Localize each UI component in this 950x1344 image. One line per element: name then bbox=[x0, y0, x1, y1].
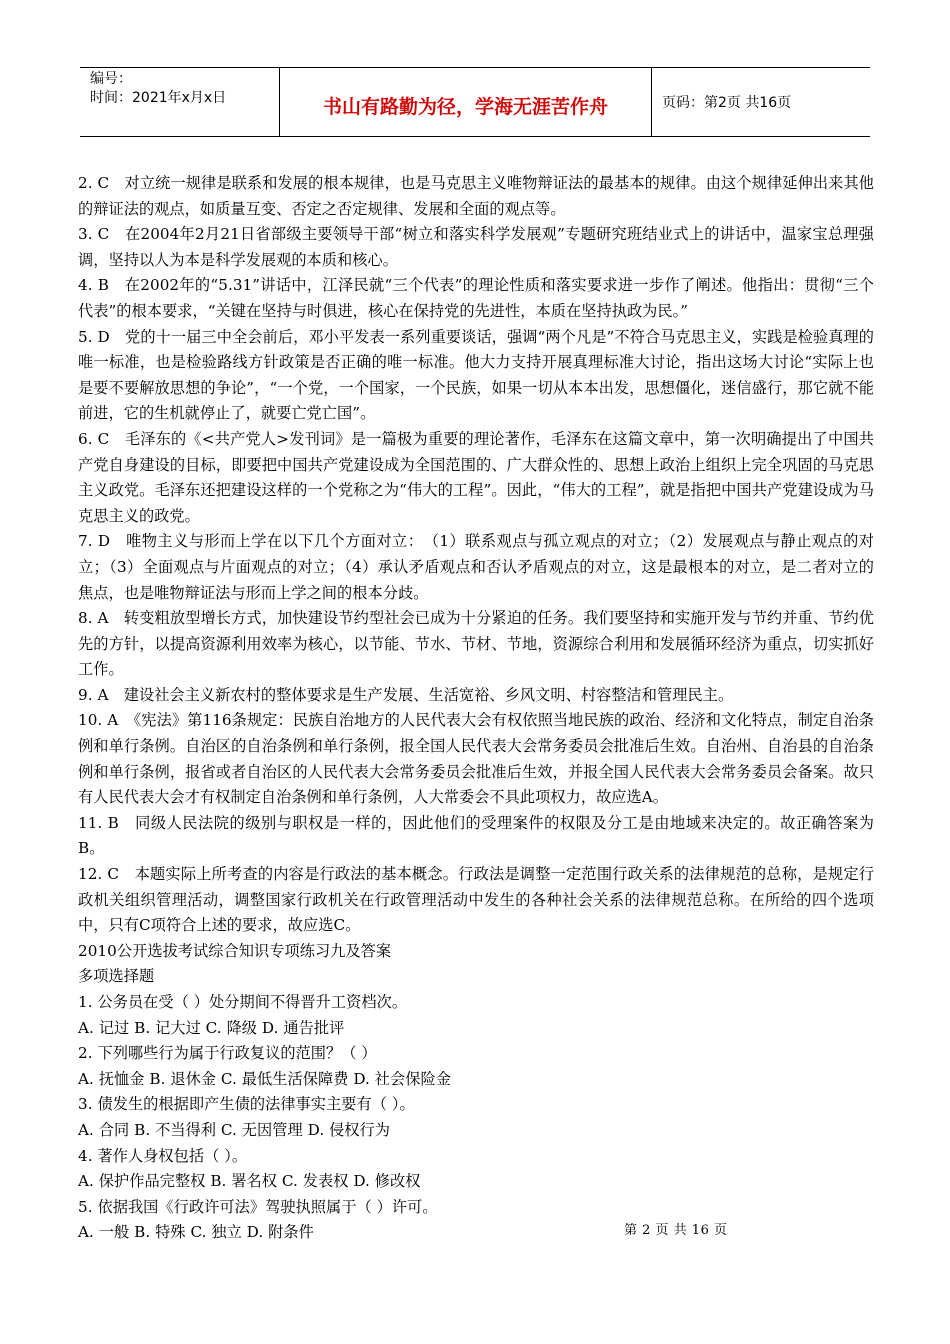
options: A. 保护作品完整权 B. 署名权 C. 发表权 D. 修改权 bbox=[78, 1172, 421, 1191]
options: A. 抚恤金 B. 退休金 C. 最低生活保障费 D. 社会保险金 bbox=[78, 1069, 451, 1088]
options: A. 合同 B. 不当得利 C. 无因管理 D. 侵权行为 bbox=[78, 1120, 391, 1139]
paragraph: 2. C 对立统一规律是联系和发展的根本规律，也是马克思主义唯物辩证法的最基本的规律。由这个规律延伸出来其他的辩证法的观点，如质量互变、否定之否定规律、发展和全面的观点等。 bbox=[78, 174, 874, 218]
page-footer: 第 2 页 共 16 页 bbox=[624, 1223, 728, 1238]
paragraph: 4. B 在2002年的“5.31”讲话中，江泽民就“三个代表”的理论性质和落实要求进一步作了阐述。他指出：贯彻“三个代表”的根本要求，“关键在坚持与时俱进，核心在保持党的先进性，本质在坚持执政为民。” bbox=[78, 276, 874, 320]
question: 3. 债发生的根据即产生债的法律事实主要有（ ）。 bbox=[78, 1095, 415, 1114]
header-left-cell bbox=[80, 68, 280, 136]
paragraph: 12. C 本题实际上所考查的内容是行政法的基本概念。行政法是调整一定范围行政关系的法律规范的总称，是规定行政机关组织管理活动，调整国家行政机关在行政管理活动中发生的各种社会关系的法律规范总称。在所给的四个选项中，只有C项符合上述的要求，故应选C。 bbox=[78, 865, 874, 935]
paragraph: 3. C 在2004年2月21日省部级主要领导干部“树立和落实科学发展观”专题研究班结业式上的讲话中，温家宝总理强调，坚持以人为本是科学发展观的本质和核心。 bbox=[78, 225, 874, 269]
document-number: 编号： bbox=[90, 71, 132, 87]
header-page-info: 页码：第2页 共16页 bbox=[662, 95, 792, 111]
document-time: 时间：2021年x月x日 bbox=[90, 90, 227, 106]
paragraph: 10. A 《宪法》第116条规定：民族自治地方的人民代表大会有权依照当地民族的政治、经济和文化特点，制定自治条例和单行条例。自治区的自治条例和单行条例，报全国人民代表大会常务委员会批准后生效。自治州、自治县的自治条例和单行条例，报省或者自治区的人民代表大会常务委员会批准后生效，并报全国人民代表大会常务委员会备案。故只有人民代表大会才有权制定自治条例和单行条例，人大常委会不具此项权力，故应选A。 bbox=[78, 711, 874, 807]
document-body bbox=[78, 171, 874, 1246]
question: 4. 著作人身权包括（ ）。 bbox=[78, 1146, 248, 1165]
header-motto: 书山有路勤为径，学海无涯苦作舟 bbox=[280, 68, 652, 136]
paragraph: 5. D 党的十一届三中全会前后，邓小平发表一系列重要谈话，强调“两个凡是”不符合马克思主义，实践是检验真理的唯一标准，也是检验路线方针政策是否正确的唯一标准。他大力支持开展真理标准大讨论，指出这场大讨论“实际上也是要不要解放思想的争论”，“一个党，一个国家，一个民族，如果一切从本本出发，思想僵化，迷信盛行，那它就不能前进，它的生机就停止了，就要亡党亡国”。 bbox=[78, 327, 874, 423]
paragraph: 8. A 转变粗放型增长方式，加快建设节约型社会已成为十分紧迫的任务。我们要坚持和实施开发与节约并重、节约优先的方针，以提高资源利用效率为核心，以节能、节水、节材、节地，资源综合利用和发展循环经济为重点，切实抓好工作。 bbox=[78, 609, 874, 679]
paragraph: 6. C 毛泽东的《<共产党人>发刊词》是一篇极为重要的理论著作，毛泽东在这篇文章中，第一次明确提出了中国共产党自身建设的目标，即要把中国共产党建设成为全国范围的、广大群众性的、思想上政治上组织上完全巩固的马克思主义政党。毛泽东还把建设这样的一个党称之为“伟大的工程”。因此，“伟大的工程”，就是指把中国共产党建设成为马克思主义的政党。 bbox=[78, 429, 874, 525]
page-header bbox=[80, 67, 870, 137]
question: 1. 公务员在受（ ）处分期间不得晋升工资档次。 bbox=[78, 993, 408, 1011]
section-title: 2010公开选拔考试综合知识专项练习九及答案 bbox=[78, 941, 392, 960]
paragraph: 11. B 同级人民法院的级别与职权是一样的，因此他们的受理案件的权限及分工是由地域来决定的。故正确答案为B。 bbox=[78, 813, 874, 858]
paragraph: 9. A 建设社会主义新农村的整体要求是生产发展、生活宽裕、乡风文明、村容整洁和管理民主。 bbox=[78, 685, 734, 704]
options: A. 一般 B. 特殊 C. 独立 D. 附条件 bbox=[78, 1223, 314, 1242]
question: 2. 下列哪些行为属于行政复议的范围？（ ） bbox=[78, 1044, 377, 1063]
section-subtitle: 多项选择题 bbox=[78, 967, 155, 986]
question: 5. 依据我国《行政许可法》驾驶执照属于（ ）许可。 bbox=[78, 1197, 438, 1216]
paragraph: 7. D 唯物主义与形而上学在以下几个方面对立： （1）联系观点与孤立观点的对立；（2）发展观点与静止观点的对立；（3）全面观点与片面观点的对立；（4）承认矛盾观点和否认矛盾观点的对立，这是最根本的对立，是二者对立的焦点，也是唯物辩证法与形而上学之间的根本分歧。 bbox=[78, 532, 874, 602]
options: A. 记过 B. 记大过 C. 降级 D. 通告批评 bbox=[78, 1018, 345, 1037]
